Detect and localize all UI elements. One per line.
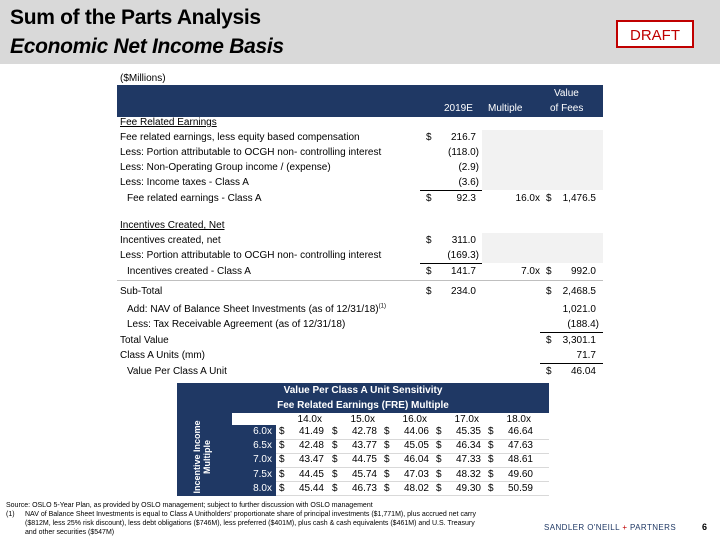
table-row-total: Incentives created - Class A $ 141.7 7.0x $ 992.0	[127, 266, 596, 277]
sens-col-16: 16.0x	[402, 414, 427, 425]
sens-cell: 47.63	[507, 440, 533, 452]
footnote-number: (1)	[6, 511, 15, 518]
section-incentives: Incentives Created, Net	[120, 220, 225, 231]
table-row: Less: Portion attributable to OCGH non- controlling interest (169.3)	[120, 250, 479, 261]
sens-cell-dollar: $	[488, 440, 494, 452]
sens-col-15: 15.0x	[350, 414, 375, 425]
sens-cell-dollar: $	[279, 440, 285, 452]
source-note: Source: OSLO 5-Year Plan, as provided by OSLO management; subject to further discussion with OSLO management	[6, 502, 373, 509]
sens-cell-dollar: $	[436, 468, 442, 480]
footnote-line: and other securities ($547M)	[25, 529, 115, 536]
sens-cell-dollar: $	[488, 426, 494, 437]
sens-cell: 50.59	[507, 482, 533, 494]
table-row-total: Fee related earnings - Class A $ 92.3 16.0x $ 1,476.5	[127, 193, 596, 204]
sens-cell: 48.32	[455, 468, 481, 480]
sens-cell-dollar: $	[332, 482, 338, 494]
sens-cell: 43.77	[351, 440, 377, 452]
table-header	[117, 85, 603, 117]
sens-cell-dollar: $	[279, 482, 285, 494]
sens-cell: 45.74	[351, 468, 377, 480]
sens-cell-dollar: $	[488, 454, 494, 466]
sens-cell-dollar: $	[332, 454, 338, 466]
sens-cell: 49.60	[507, 468, 533, 480]
sens-cell: 42.48	[298, 440, 324, 452]
sens-row-multiple: 6.5x	[253, 440, 272, 452]
draft-badge: DRAFT	[616, 20, 694, 48]
sens-cell-dollar: $	[436, 482, 442, 494]
sens-cell-dollar: $	[384, 482, 390, 494]
col-value: Value	[554, 88, 579, 99]
sens-cell: 46.64	[507, 426, 533, 437]
col-multiple: Multiple	[488, 103, 523, 114]
sens-row-multiple: 7.0x	[253, 454, 272, 466]
units-label: ($Millions)	[120, 73, 166, 84]
sens-cell: 48.61	[507, 454, 533, 466]
table-row-per-unit: Value Per Class A Unit $ 46.04	[127, 366, 596, 377]
sens-cell-dollar: $	[436, 454, 442, 466]
sens-cell: 45.44	[298, 482, 324, 494]
table-row: Class A Units (mm) 71.7	[120, 350, 596, 361]
sensitivity-side-label: Incentive Income Multiple	[192, 420, 212, 494]
divider	[117, 280, 603, 281]
page-title: Sum of the Parts Analysis	[10, 6, 261, 29]
table-row: Less: Non-Operating Group income / (expense) (2.9)	[120, 162, 479, 173]
sens-cell-dollar: $	[384, 468, 390, 480]
sens-row-multiple: 8.0x	[253, 482, 272, 494]
table-row: Less: Portion attributable to OCGH non- controlling interest (118.0)	[120, 147, 479, 158]
sens-cell: 46.04	[403, 454, 429, 466]
sens-cell: 47.33	[455, 454, 481, 466]
company-logo: SANDLER O'NEILL + PARTNERS	[544, 523, 677, 532]
sens-cell-dollar: $	[279, 454, 285, 466]
page-subtitle: Economic Net Income Basis	[10, 35, 284, 58]
table-row: Add: NAV of Balance Sheet Investments (as of 12/31/18)$^{(1)}$ 1,021.0	[127, 303, 596, 315]
col-2019e: 2019E	[444, 103, 473, 114]
sens-row-multiple: 6.0x	[253, 426, 272, 437]
table-row: Incentives created, net $ 311.0	[120, 235, 476, 246]
sens-cell-dollar: $	[384, 440, 390, 452]
sens-cell-dollar: $	[332, 468, 338, 480]
sens-cell: 46.34	[455, 440, 481, 452]
footnote-line: NAV of Balance Sheet Investments is equal to Class A Unitholders' proportionate share of principal investments ($1,771M), plus accrued net carry	[25, 511, 476, 518]
col-of-fees: of Fees	[550, 103, 584, 114]
sens-row-multiple: 7.5x	[253, 468, 272, 480]
page-number: 6	[702, 522, 708, 532]
sensitivity-subtitle: Fee Related Earnings (FRE) Multiple	[277, 400, 449, 411]
sens-cell-dollar: $	[279, 426, 285, 437]
table-row: Fee related earnings, less equity based compensation $ 216.7	[120, 132, 476, 143]
sens-cell-dollar: $	[436, 440, 442, 452]
sens-cell-dollar: $	[332, 440, 338, 452]
sens-col-18: 18.0x	[506, 414, 531, 425]
sens-cell-dollar: $	[384, 454, 390, 466]
sens-cell: 44.75	[351, 454, 377, 466]
sens-cell: 46.73	[351, 482, 377, 494]
sens-cell: 44.45	[298, 468, 324, 480]
sens-cell: 47.03	[403, 468, 429, 480]
table-row: Less: Tax Receivable Agreement (as of 12/31/18) (188.4)	[127, 319, 599, 330]
sens-cell-dollar: $	[488, 468, 494, 480]
sens-cell: 41.49	[298, 426, 324, 437]
sens-cell: 45.05	[403, 440, 429, 452]
sens-cell-dollar: $	[488, 482, 494, 494]
sens-cell-dollar: $	[436, 426, 442, 437]
table-row-subtotal: Sub-Total $ 234.0 $ 2,468.5	[120, 286, 596, 297]
footnote-line: ($812M, less 25% risk discount), less debt obligations ($746M), less preferred ($401M), plus cash & cash equivalents ($461M) and U.S. Treasury	[25, 520, 475, 527]
sens-cell: 45.35	[455, 426, 481, 437]
sens-cell: 44.06	[403, 426, 429, 437]
sens-cell-dollar: $	[384, 426, 390, 437]
sens-cell-dollar: $	[279, 468, 285, 480]
sens-cell: 42.78	[351, 426, 377, 437]
table-row: Less: Income taxes - Class A (3.6)	[120, 177, 479, 188]
sens-cell: 43.47	[298, 454, 324, 466]
sensitivity-title: Value Per Class A Unit Sensitivity	[283, 385, 443, 396]
sens-cell: 48.02	[403, 482, 429, 494]
sens-cell-dollar: $	[332, 426, 338, 437]
sens-col-14: 14.0x	[297, 414, 322, 425]
sens-col-17: 17.0x	[454, 414, 479, 425]
table-row-total: Total Value $ 3,301.1	[120, 335, 596, 346]
section-fee: Fee Related Earnings	[120, 117, 217, 128]
sens-cell: 49.30	[455, 482, 481, 494]
sens-row-rule	[276, 495, 549, 496]
